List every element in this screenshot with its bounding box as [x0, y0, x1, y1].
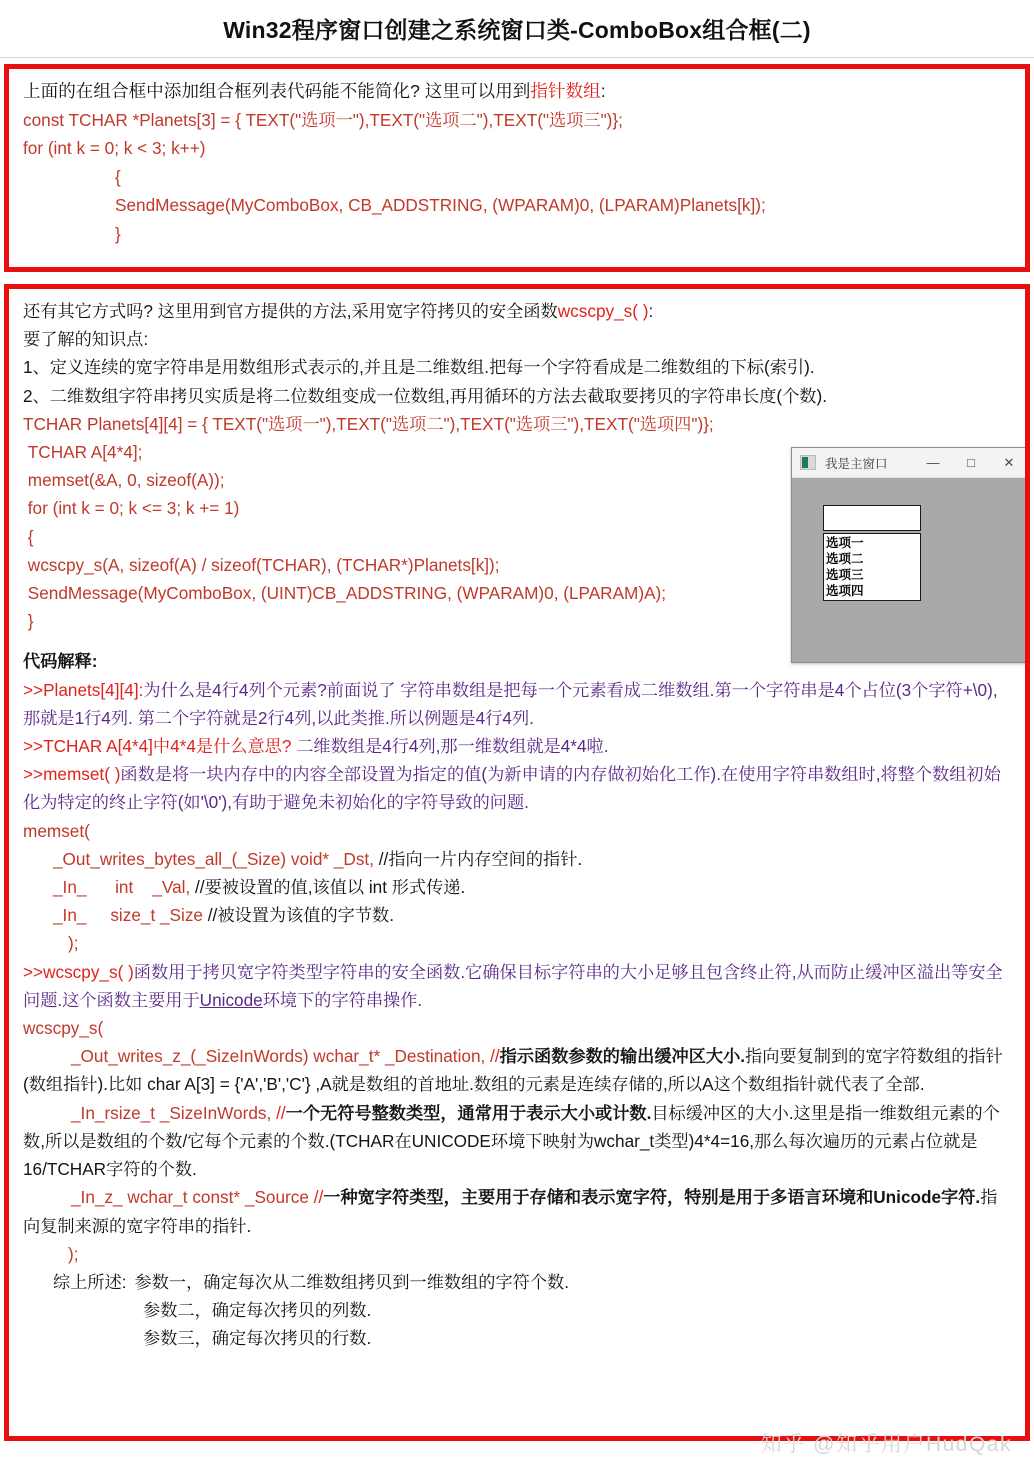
block-two-intro-func: wcscpy_s( ) [557, 301, 649, 321]
wcscpy-close: ); [68, 1243, 79, 1264]
summary-item: 参数一，确定每次从二维数组拷贝到一维数组的字符个数. [134, 1271, 569, 1292]
explain-wcscpy-text-b: 环境下的字符串操作. [262, 989, 423, 1010]
explain-wcscpy [23, 958, 1013, 1014]
wcscpy-param-three-slash: // [313, 1187, 324, 1208]
app-window-icon [800, 455, 816, 470]
code-block-one [4, 64, 1030, 272]
summary-line [23, 1324, 1013, 1352]
memset-param [23, 845, 1013, 873]
memset-param-name: _In_ int _Val, [53, 877, 196, 898]
zhihu-watermark: 知乎 @知乎用户HudQak [760, 1433, 1012, 1456]
memset-param-comment: //指向一片内存空间的指针. [378, 848, 583, 869]
block-two-code-line: for (int k = 0; k <= 3; k += 1) [23, 498, 240, 519]
block-two-intro-text: 还有其它方式吗? 这里用到官方提供的方法,采用宽字符拷贝的安全函数 [23, 301, 558, 321]
wcscpy-param-one-slash: // [490, 1046, 500, 1067]
explain-heading: 代码解释: [23, 651, 98, 672]
block-one-code-line: } [115, 223, 121, 244]
explain-memset [23, 760, 1013, 816]
minimize-icon[interactable]: — [926, 455, 940, 470]
summary-item: 参数三，确定每次拷贝的行数. [143, 1328, 372, 1349]
app-window-titlebar [792, 448, 1028, 478]
wcscpy-param-two-rest: 目标缓冲区的大小.这里是指一维数组元素的个数,所以是数组的个数/它每个元素的个数.(TCHAR在UNICODE环境下映射为wchar_t类型)4*4=16,那么每次遍历的元素占位就是 16/TCHAR字符的个数. [23, 1102, 1000, 1180]
wcscpy-param-one [23, 1042, 1013, 1098]
wcscpy-param-one-name: _Out_writes_z_(_SizeInWords) wchar_t* _Destination, [71, 1046, 491, 1067]
wcscpy-param-two-slash: // [276, 1102, 286, 1123]
knowledge-item: 1、定义连续的宽字符串是用数组形式表示的,并且是二维数组.把每一个字符看成是二维数组的下标(索引). [23, 357, 815, 378]
explain-tchar-text: 二维数组是4行4列,那一维数组就是4*4啦. [291, 736, 609, 757]
block-one-code-line: for (int k = 0; k < 3; k++) [23, 138, 206, 158]
combobox-item[interactable]: 选项四 [826, 583, 864, 598]
code-block-two [4, 284, 1030, 1441]
block-one-code-line: const TCHAR *Planets[3] = { TEXT("选项一"),TEXT("选项二"),TEXT("选项三")}; [23, 109, 623, 130]
app-window-title: 我是主窗口 [825, 456, 888, 471]
block-two-code-line: memset(&A, 0, sizeof(A)); [23, 470, 225, 491]
summary-line [23, 1296, 1013, 1324]
block-one-intro-highlight: 指针数组 [530, 81, 601, 101]
memset-param-comment: //要被设置的值,该值以 int 形式传递. [195, 877, 466, 898]
combobox-item[interactable]: 选项二 [826, 551, 864, 566]
wcscpy-param-three [23, 1183, 1013, 1239]
wcscpy-param-three-rest: 指向复制来源的宽字符串的指针. [23, 1187, 998, 1236]
knowledge-heading: 要了解的知识点: [23, 329, 149, 350]
block-two-code-line: TCHAR Planets[4][4] = { TEXT("选项一"),TEXT("选项二"),TEXT("选项三"),TEXT("选项四")}; [23, 413, 714, 434]
combobox-edit-field[interactable] [823, 505, 921, 531]
memset-param-name: _Out_writes_bytes_all_(_Size) void* _Dst, [53, 848, 379, 869]
page-title: Win32程序窗口创建之系统窗口类-ComboBox组合框(二) [223, 17, 811, 43]
memset-param [23, 901, 1013, 929]
block-two-intro [23, 297, 1013, 325]
block-one-code-line: SendMessage(MyComboBox, CB_ADDSTRING, (WPARAM)0, (LPARAM)Planets[k]); [115, 195, 766, 215]
block-two-code-line: SendMessage(MyComboBox, (UINT)CB_ADDSTRING, (WPARAM)0, (LPARAM)A); [23, 583, 667, 604]
wcscpy-param-one-rest: 指向要复制到的宽字符数组的指针(数组指针).比如 char A[3] = {'A','B','C'} ,A就是数组的首地址.数组的元素是连续存储的,所以A这个数组指针就代表了全部. [23, 1046, 1003, 1095]
summary-line [23, 1268, 1013, 1296]
summary-item: 参数二，确定每次拷贝的列数. [143, 1300, 372, 1321]
app-window-client-area [792, 478, 1028, 662]
combobox[interactable] [823, 505, 921, 601]
block-two-code-line: { [23, 526, 34, 547]
block-two-code-line: TCHAR A[4*4]; [23, 442, 143, 463]
explain-memset-marker: >>memset( ) [23, 764, 121, 785]
block-one-code-line: { [115, 166, 121, 187]
block-two-code-line: } [23, 611, 34, 632]
memset-param-comment: //被设置为该值的字节数. [207, 905, 394, 926]
wcscpy-param-two-name: _In_rsize_t _SizeInWords, [71, 1102, 277, 1123]
wcscpy-param-three-name: _In_z_ wchar_t const* _Source [71, 1187, 314, 1208]
explain-wcscpy-underline: Unicode [199, 989, 263, 1010]
window-controls [914, 448, 1028, 477]
combobox-dropdown-list[interactable] [823, 533, 921, 601]
explain-memset-text: 函数是将一块内存中的内容全部设置为指定的值(为新申请的内存做初始化工作).在使用字符串数组时,将整个数组初始化为特定的终止字符(如'\0'),有助于避免未初始化的字符导致的问题. [23, 764, 1001, 813]
explain-planets-text: 为什么是4行4列个元素?前面说了 字符串数组是把每一个元素看成二维数组.第一个字符串是4个占位(3个字符+\0),那就是1行4列. 第二个字符就是2行4列,以此类推.所以例题是4行4列. [23, 679, 998, 728]
document-title-bar [0, 0, 1034, 58]
win32-app-window-screenshot [791, 447, 1029, 663]
explain-tchar-marker: >>TCHAR A[4*4]中4*4是什么意思? [23, 736, 292, 757]
memset-param-name: _In_ size_t _Size [53, 905, 208, 926]
memset-close: ); [68, 933, 79, 954]
combobox-item[interactable]: 选项一 [826, 535, 864, 550]
memset-signature: memset( [23, 820, 90, 841]
wcscpy-param-one-bold: 指示函数参数的输出缓冲区大小. [499, 1046, 746, 1067]
block-one-intro-prefix: 上面的在组合框中添加组合框列表代码能不能简化? 这里可以用到 [23, 81, 531, 101]
combobox-item[interactable]: 选项三 [826, 567, 864, 582]
explain-tchar [23, 732, 1013, 760]
explain-planets-marker: >>Planets[4][4]: [23, 679, 144, 700]
block-one-intro-suffix: : [600, 81, 606, 101]
block-two-code-line: wcscpy_s(A, sizeof(A) / sizeof(TCHAR), (TCHAR*)Planets[k]); [23, 554, 500, 575]
explain-planets [23, 676, 1013, 732]
block-one-intro [23, 77, 1013, 106]
wcscpy-param-two-bold: 一个无符号整数类型，通常用于表示大小或计数. [285, 1102, 652, 1123]
maximize-icon[interactable]: □ [967, 455, 975, 470]
summary-label: 综上所述: [53, 1271, 127, 1292]
close-icon[interactable]: ✕ [1003, 455, 1015, 470]
knowledge-item: 2、二维数组字符串拷贝实质是将二位数组变成一位数组,再用循环的方法去截取要拷贝的字符串长度(个数). [23, 385, 827, 406]
wcscpy-param-two [23, 1099, 1013, 1184]
memset-param [23, 873, 1013, 901]
wcscpy-signature: wcscpy_s( [23, 1018, 104, 1039]
explain-wcscpy-text-a: 函数用于拷贝宽字符类型字符串的安全函数.它确保目标字符串的大小足够且包含终止符,从而防止缓冲区溢出等安全问题.这个函数主要用于 [23, 961, 1003, 1010]
block-two-intro-tail: : [648, 301, 654, 321]
wcscpy-param-three-bold: 一种宽字符类型，主要用于存储和表示宽字符，特别是用于多语言环境和Unicode字符. [323, 1187, 981, 1208]
explain-wcscpy-marker: >>wcscpy_s( ) [23, 961, 134, 982]
